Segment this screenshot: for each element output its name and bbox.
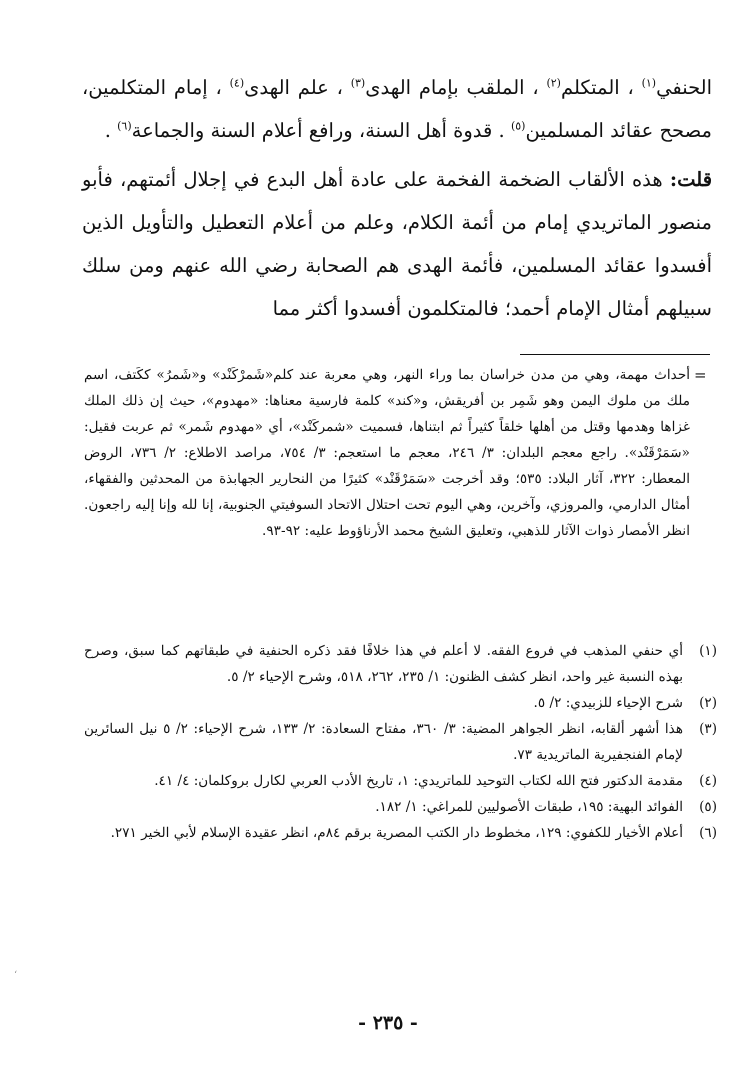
intro-segment: ، علم الهدى (244, 76, 343, 99)
footnote-text: مقدمة الدكتور فتح الله لكتاب التوحيد للماتريدي: ١، تاريخ الأدب العربي لكارل بروكلمان: ٤/ ٤١. (154, 773, 683, 789)
commentary-label: قلت: (669, 168, 713, 191)
footnote-number: (٢) (699, 695, 717, 711)
footnote-text: شرح الإحياء للزبيدي: ٢/ ٥. (533, 695, 683, 711)
footnote-ref[interactable]: (٦) (117, 119, 132, 133)
footnote-item (84, 794, 717, 820)
footnote-text: أعلام الأخيار للكفوي: ١٢٩، مخطوط دار الكتب المصرية برقم ٨٤م، انظر عقيدة الإسلام لأبي الخير ٢٧١. (110, 825, 683, 841)
footnote-number: (٤) (699, 773, 717, 789)
footnote-list (84, 638, 717, 846)
footnote-item (84, 768, 717, 794)
commentary-paragraph (82, 158, 712, 330)
footnote-number: (٣) (699, 721, 717, 737)
continuation-mark: = (694, 366, 707, 384)
main-text (82, 66, 712, 330)
footnote-text: هذا أشهر ألقابه، انظر الجواهر المضية: ٣/ ٣٦٠، مفتاح السعادة: ٢/ ١٣٣، شرح الإحياء: ٢/ ٥ نيل السائرين لإمام الفنجفيرية الماتريدية ٧٣. (84, 721, 683, 763)
intro-segment: الحنفي (656, 76, 713, 99)
page-number: - ٢٣٥ - (358, 1012, 418, 1034)
scan-speck: ‘ (14, 970, 18, 981)
footnote-continuation: أحداث مهمة، وهي من مدن خراسان بما وراء النهر، وهي معربة عند كلم«شَمرْكَنْد» و«شَمرُ» ككَتف، اسم ملك من ملوك اليمن وهو شَمِر بن أفريقش، و«كند» كلمة فارسية معناها: «مهدوم»، حيث إن ذلك الملك غزاها وهدمها وقتل من أهلها خلقاً كثيراً ثم ابتناها، فسميت «شمركَنْد»، أي «مهدوم شَمر» ثم عربت فقيل: «سَمَرْقَنْد». راجع معجم البلدان: ٣/ ٢٤٦، معجم ما استعجم: ٣/ ٧٥٤، مراصد الاطلاع: ٢/ ٧٣٦، الروض المعطار: ٣٢٢، آثار البلاد: ٥٣٥؛ وقد أخرجت «سَمَرْقَنْد» كثيرًا من النحارير الجهابذة من المحدثين والفقهاء، أمثال الدارمي، والمروزي، وآخرين، وهي اليوم تحت احتلال الاتحاد السوفيتي الجنوبية، إنا لله وإنا إليه راجعون. انظر الأمصار ذوات الآثار للذهبي، وتعليق الشيخ محمد الأرناؤوط عليه: ٩٢-٩٣. (84, 367, 690, 539)
footnote-ref[interactable]: (٤) (229, 76, 245, 90)
footnote-item (84, 690, 717, 716)
footnote-ref[interactable]: (٣) (350, 76, 366, 90)
footnote-ref[interactable]: (١) (641, 76, 657, 90)
intro-segment: . قدوة أهل السنة، ورافع أعلام السنة والجماعة (131, 119, 505, 142)
footnote-item (84, 638, 717, 690)
footnote-number: (٦) (699, 825, 717, 841)
footnote-text: أي حنفي المذهب في فروع الفقه. لا أعلم في هذا خلافًا فقد ذكره الحنفية في طبقاتهم كما سبق، وصرح بهذه النسبة غير واحد، انظر كشف الظنون: ١/ ٢٣٥، ٢٦٢، ٥١٨، وشرح الإحياء ٢/ ٥. (84, 643, 683, 685)
intro-paragraph (82, 66, 712, 152)
footnote-item (84, 716, 717, 768)
intro-segment: ، الملقب بإمام الهدى (365, 76, 539, 99)
footnote-ref[interactable]: (٥) (510, 119, 526, 133)
footnote-ref[interactable]: (٢) (546, 76, 561, 90)
footnote-separator (520, 354, 710, 355)
footnote-number: (٥) (699, 799, 717, 815)
intro-segment: ، إمام المتكلمين، مصحح عقائد المسلمين (82, 76, 712, 142)
intro-segment: ، المتكلم (560, 76, 634, 99)
intro-segment: . (104, 119, 111, 142)
commentary-text: هذه الألقاب الضخمة الفخمة على عادة أهل البدع في إجلال أئمتهم، فأبو منصور الماتريدي إمام من أئمة الكلام، وعلم من أعلام التعطيل والتأويل الذين أفسدوا عقائد المسلمين، فأئمة الهدى هم الصحابة رضي الله عنهم ومن سلك سبيلهم أمثال الإمام أحمد؛ فالمتكلمون أفسدوا أكثر مما (82, 168, 712, 320)
footnote-item (84, 820, 717, 846)
footnote-text: الفوائد البهية: ١٩٥، طبقات الأصوليين للمراغي: ١/ ١٨٢. (375, 799, 683, 815)
footnote-number: (١) (699, 643, 717, 659)
